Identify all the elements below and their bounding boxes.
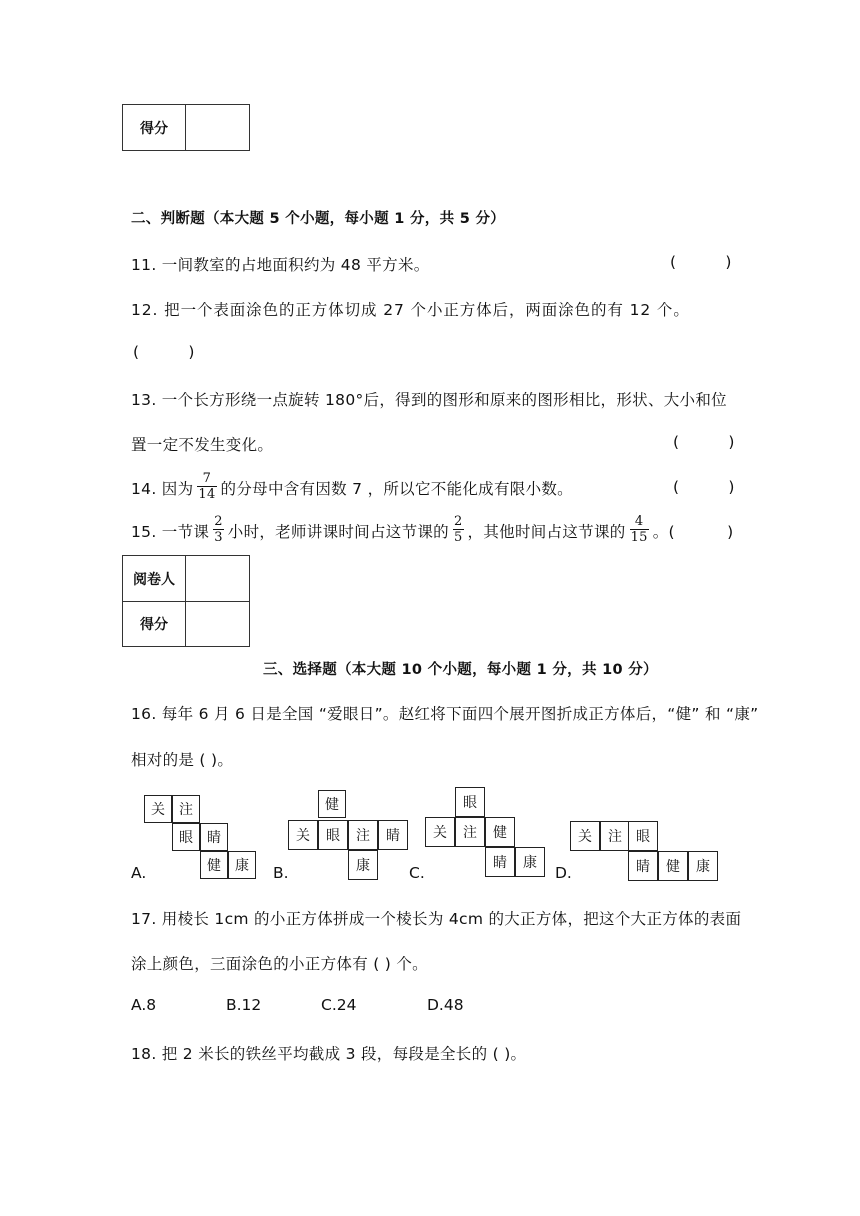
net-d-cell: 关: [570, 821, 600, 851]
q17-text-line2: 涂上颜色，三面涂色的小正方体有 ( ) 个。: [131, 955, 428, 973]
net-c-cell: 健: [485, 817, 515, 847]
net-b-cell: 关: [288, 820, 318, 850]
q15-post[interactable]: 。( ): [652, 523, 734, 541]
q14-pre: 14. 因为: [131, 480, 194, 498]
q16-text-line1: 16. 每年 6 月 6 日是全国 “爱眼日”。赵红将下面四个展开图折成正方体后，“健” 和 “康”: [131, 705, 759, 723]
net-c-cell: 注: [455, 817, 485, 847]
score-box-top: [122, 104, 250, 151]
q16-option-c[interactable]: C.: [409, 864, 425, 882]
net-c-cell: 关: [425, 817, 455, 847]
net-a-cell: 关: [144, 795, 172, 823]
net-b-cell: 康: [348, 850, 378, 880]
score-label: 得分: [122, 104, 186, 151]
q17-text-line1: 17. 用棱长 1cm 的小正方体拼成一个棱长为 4cm 的大正方体，把这个大正方体的表面: [131, 910, 742, 928]
section3-heading: 三、选择题（本大题 10 个小题，每小题 1 分，共 10 分）: [263, 662, 658, 678]
net-c-cell: 睛: [485, 847, 515, 877]
net-d-cell: 健: [658, 851, 688, 881]
net-d-cell: 注: [600, 821, 630, 851]
net-a-cell: 康: [228, 851, 256, 879]
grader-box: [122, 555, 250, 647]
net-c-cell: 康: [515, 847, 545, 877]
q12-answer-paren[interactable]: ( ): [133, 343, 195, 361]
net-a-cell: 注: [172, 795, 200, 823]
net-d-cell: 睛: [628, 851, 658, 881]
grader-score-input[interactable]: [185, 601, 250, 647]
q13-answer-paren[interactable]: ( ): [673, 433, 735, 451]
net-d-cell: 眼: [628, 821, 658, 851]
q16-option-d[interactable]: D.: [555, 864, 572, 882]
q16-option-a[interactable]: A.: [131, 864, 147, 882]
q15-pre: 15. 一节课: [131, 523, 210, 541]
score-input[interactable]: [185, 104, 250, 151]
q13-text-line1: 13. 一个长方形绕一点旋转 180°后，得到的图形和原来的图形相比，形状、大小和位: [131, 391, 727, 409]
q15-text: [131, 513, 733, 549]
section2-heading: 二、判断题（本大题 5 个小题，每小题 1 分，共 5 分）: [131, 211, 506, 227]
net-d-cell: 康: [688, 851, 718, 881]
q17-option-b[interactable]: B.12: [226, 996, 262, 1014]
q15-mid1: 小时，老师讲课时间占这节课的: [227, 523, 449, 541]
q12-text: 12. 把一个表面涂色的正方体切成 27 个小正方体后，两面涂色的有 12 个。: [131, 301, 690, 319]
q15-fraction-2: $\frac{2}{5}$: [453, 513, 463, 545]
q17-option-c[interactable]: C.24: [321, 996, 357, 1014]
grader-score-label: 得分: [122, 601, 186, 647]
q11-text: 11. 一间教室的占地面积约为 48 平方米。: [131, 256, 430, 274]
q14-fraction: $\frac{7}{14}$: [198, 470, 216, 502]
q17-option-d[interactable]: D.48: [427, 996, 464, 1014]
q15-mid2: ，其他时间占这节课的: [467, 523, 626, 541]
q14-answer-paren[interactable]: ( ): [673, 478, 735, 496]
q17-option-a[interactable]: A.8: [131, 996, 157, 1014]
q14-text: [131, 470, 573, 506]
q14-post: 的分母中含有因数 7 ，所以它不能化成有限小数。: [220, 480, 573, 498]
net-a-cell: 健: [200, 851, 228, 879]
q16-text-line2: 相对的是 ( )。: [131, 751, 234, 769]
q11-answer-paren[interactable]: ( ): [670, 253, 732, 271]
q16-option-b[interactable]: B.: [273, 864, 289, 882]
net-c-cell: 眼: [455, 787, 485, 817]
net-b-cell: 眼: [318, 820, 348, 850]
q13-text-line2: 置一定不发生变化。: [131, 436, 274, 454]
reviewer-label: 阅卷人: [122, 555, 186, 602]
reviewer-input[interactable]: [185, 555, 250, 602]
net-a-cell: 眼: [172, 823, 200, 851]
q15-fraction-1: $\frac{2}{3}$: [214, 513, 223, 545]
q18-text: 18. 把 2 米长的铁丝平均截成 3 段，每段是全长的 ( )。: [131, 1045, 527, 1063]
net-b-cell: 睛: [378, 820, 408, 850]
net-b-cell: 注: [348, 820, 378, 850]
net-a-cell: 睛: [200, 823, 228, 851]
q15-fraction-3: $\frac{4}{15}$: [630, 513, 648, 545]
net-b-cell: 健: [318, 790, 346, 818]
